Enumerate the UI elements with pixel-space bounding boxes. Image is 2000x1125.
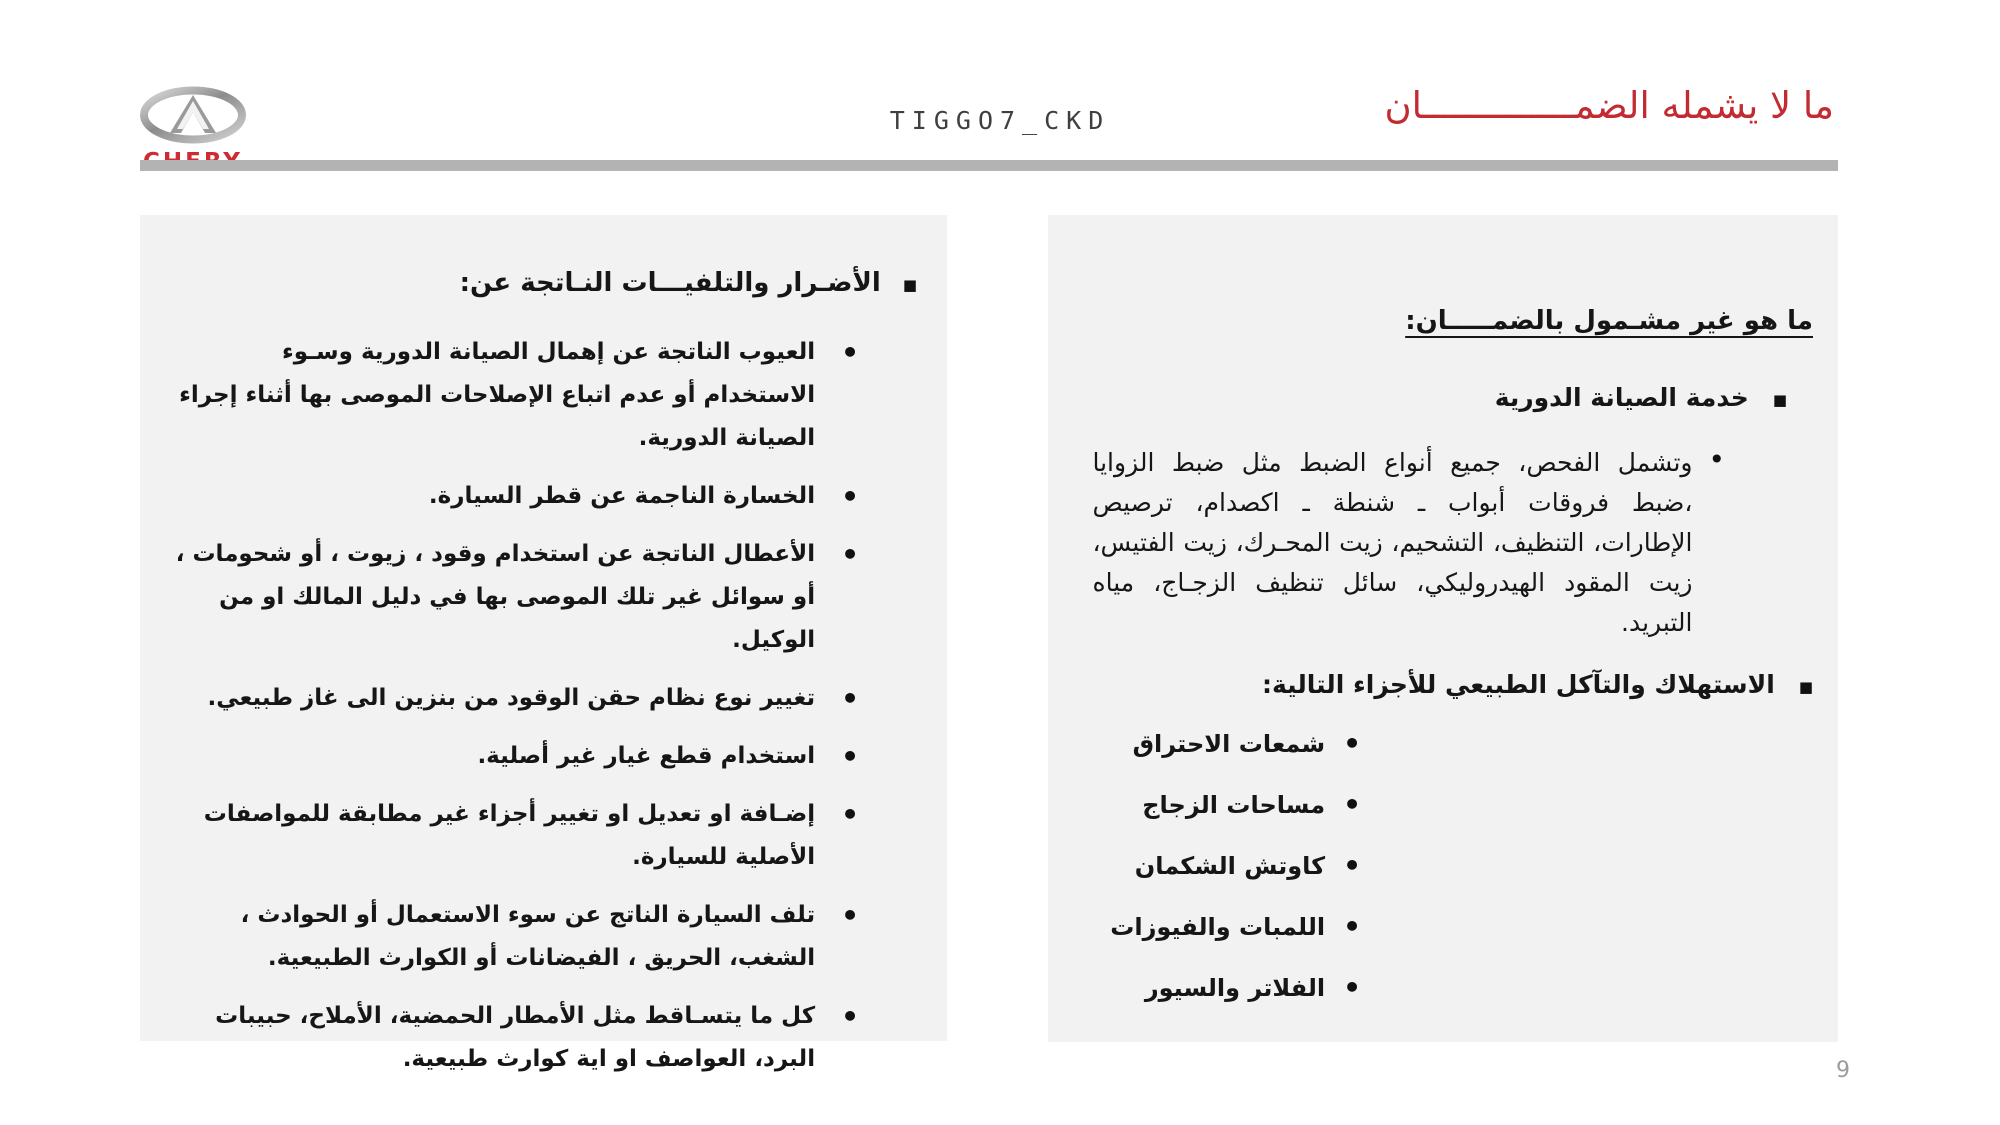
list-item <box>1083 725 1361 763</box>
list-item <box>170 995 859 1081</box>
wear-parts-item <box>1083 665 1813 705</box>
bullet-round-icon: • <box>1708 443 1725 476</box>
bullet-round-icon: • <box>1343 727 1361 760</box>
bullet-round-icon: • <box>841 480 859 513</box>
list-item <box>1083 969 1361 1007</box>
bullet-round-icon: • <box>1343 849 1361 882</box>
list-item-text: شمعات الاحتراق <box>1132 730 1326 758</box>
panel-damages <box>140 215 947 1072</box>
list-item <box>170 331 859 460</box>
list-item <box>1083 786 1361 824</box>
model-code: TIGGO7_CKD <box>889 106 1111 135</box>
panel-not-covered <box>1048 215 1838 1042</box>
bullet-round-icon: • <box>841 538 859 571</box>
bullet-round-icon: • <box>841 682 859 715</box>
bullet-round-icon: • <box>841 1000 859 1033</box>
page-number: 9 <box>1836 1058 1850 1083</box>
damages-heading-row <box>170 261 917 305</box>
bullet-round-icon: • <box>841 740 859 773</box>
list-item <box>170 475 859 518</box>
wear-parts-title: الاستهلاك والتآكل الطبيعي للأجزاء التالية: <box>1261 670 1775 699</box>
maintenance-details-item <box>1083 443 1725 643</box>
list-item-text: إضـافة او تعديل او تغيير أجزاء غير مطابقة للمواصفات الأصلية للسيارة. <box>203 801 816 870</box>
list-item-text: كل ما يتسـاقط مثل الأمطار الحمضية، الأملاح، حبيبات البرد، العواصف او اية كوارث طبيعية. <box>215 1003 816 1072</box>
bullet-square-icon: ■ <box>1798 678 1813 696</box>
list-item <box>170 894 859 980</box>
list-item-text: الأعطال الناتجة عن استخدام وقود ، زيوت ، أو شحومات ، أو سوائل غير تلك الموصى بها في دليل المالك او من الوكيل. <box>175 541 816 653</box>
page-title: ما لا يشمله الضمــــــــــــــان <box>1384 84 1834 127</box>
damages-heading: الأضـرار والتلفيـــات النـاتجة عن: <box>459 268 881 298</box>
maintenance-details-text: وتشمل الفحص، جميع أنواع الضبط مثل ضبط الزوايا ،ضبط فروقات أبواب ـ شنطة ـ اكصدام، ترصيص الإطارات، التنظيف، التشحيم، زيت المحـرك، زيت الفتيس، زيت المقود الهيدروليكي، سائل تنظيف الزجـاج، مياه التبريد. <box>1092 448 1693 637</box>
bullet-round-icon: • <box>1343 788 1361 821</box>
bullet-round-icon: • <box>1343 971 1361 1004</box>
not-covered-heading: ما هو غير مشـمول بالضمـــــان: <box>1405 306 1813 336</box>
list-item <box>170 735 859 778</box>
list-item-text: كاوتش الشكمان <box>1134 852 1326 880</box>
chery-logo-icon <box>139 86 247 144</box>
list-item <box>170 793 859 879</box>
list-item <box>1083 847 1361 885</box>
list-item <box>1083 908 1361 946</box>
periodic-maintenance-title: خدمة الصيانة الدورية <box>1494 383 1749 412</box>
bullet-round-icon: • <box>841 798 859 831</box>
list-item-text: تلف السيارة الناتج عن سوء الاستعمال أو الحوادث ، الشغب، الحريق ، الفيضانات أو الكوارث الطبيعية. <box>240 902 816 971</box>
wear-parts-list <box>1083 725 1361 1007</box>
list-item <box>170 533 859 662</box>
list-item-text: الخسارة الناجمة عن قطر السيارة. <box>428 483 816 509</box>
list-item-text: العيوب الناتجة عن إهمال الصيانة الدورية وسـوء الاستخدام أو عدم اتباع الإصلاحات الموصى بها أثناء إجراء الصيانة الدورية. <box>179 339 816 451</box>
bullet-round-icon: • <box>1343 910 1361 943</box>
damages-list <box>170 331 859 1081</box>
bullet-square-icon: ■ <box>902 276 917 294</box>
bullet-square-icon: ■ <box>1772 391 1787 409</box>
list-item <box>170 677 859 720</box>
periodic-maintenance-item <box>1083 377 1787 419</box>
list-item-text: تغيير نوع نظام حقن الوقود من بنزين الى غاز طبيعي. <box>207 685 816 711</box>
header-divider-bar <box>140 160 1838 171</box>
list-item-text: اللمبات والفيوزات <box>1110 913 1326 941</box>
list-item-text: استخدام قطع غيار غير أصلية. <box>477 743 816 769</box>
list-item-text: الفلاتر والسيور <box>1144 974 1326 1002</box>
bullet-round-icon: • <box>841 336 859 369</box>
list-item-text: مساحات الزجاج <box>1142 791 1326 819</box>
bullet-round-icon: • <box>841 899 859 932</box>
